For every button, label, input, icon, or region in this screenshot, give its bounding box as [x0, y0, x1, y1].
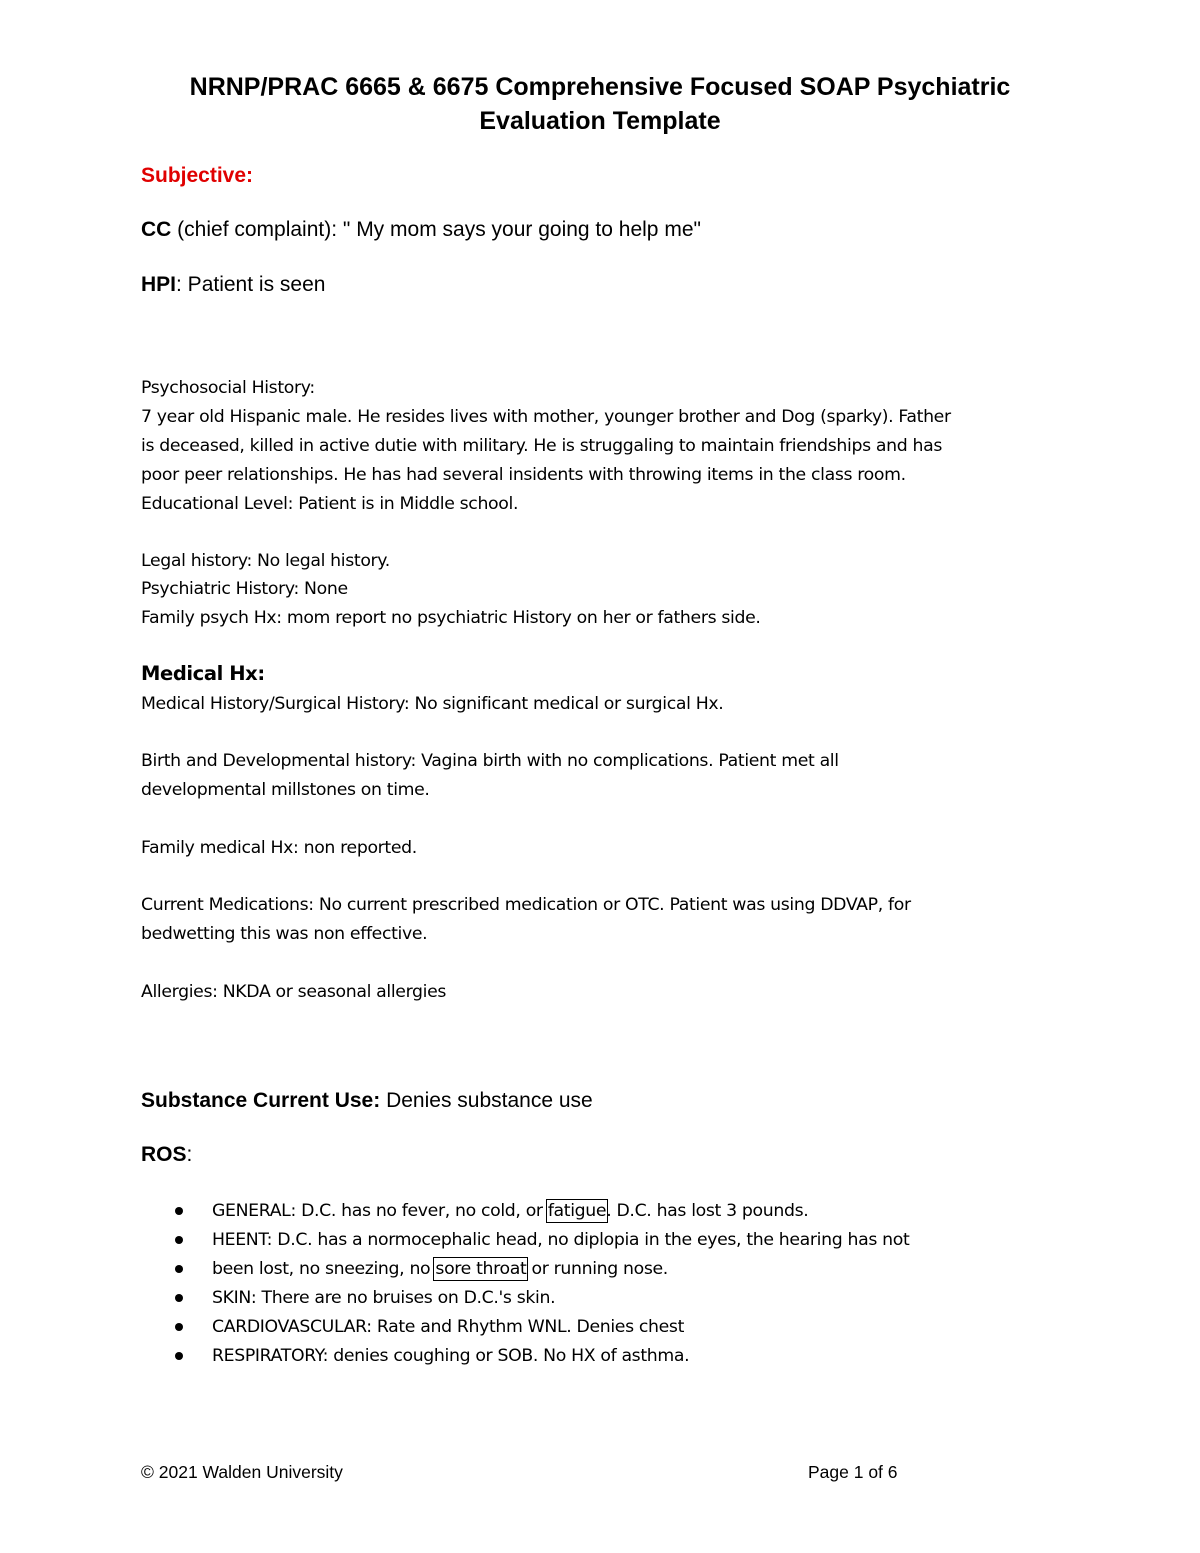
birth-developmental-line-1: Birth and Developmental history: Vagina birth with no complications. Patient met all — [141, 751, 839, 771]
ros-item-text: HEENT: D.C. has a normocephalic head, no diplopia in the eyes, the hearing has not — [212, 1230, 910, 1250]
hpi-text: : Patient is seen — [176, 273, 326, 296]
highlighted-word: fatigue — [547, 1201, 607, 1221]
substance-label: Substance Current Use: — [141, 1089, 381, 1112]
legal-history: Legal history: No legal history. — [141, 551, 390, 571]
ros-list — [172, 1198, 909, 1372]
ros-item-skin — [172, 1285, 909, 1314]
ros-heading — [141, 1142, 192, 1168]
psychosocial-line-2: is deceased, killed in active dutie with military. He is struggaling to maintain friendships and has — [141, 436, 942, 456]
hpi — [141, 272, 325, 298]
bullet-icon — [175, 1265, 183, 1273]
bullet-icon — [175, 1207, 183, 1215]
allergies: Allergies: NKDA or seasonal allergies — [141, 982, 447, 1002]
footer-copyright: © 2021 Walden University — [141, 1462, 343, 1482]
ros-item-heent — [172, 1227, 909, 1256]
educational-level: Educational Level: Patient is in Middle school. — [141, 494, 519, 514]
medical-hx-heading: Medical Hx: — [141, 662, 265, 685]
cc-label: CC — [141, 218, 172, 241]
ros-item-general — [172, 1198, 909, 1227]
psychosocial-line-3: poor peer relationships. He has had several insidents with throwing items in the class room. — [141, 465, 906, 485]
family-medical-history: Family medical Hx: non reported. — [141, 838, 417, 858]
substance-text: Denies substance use — [380, 1089, 593, 1112]
psychosocial-line-1: 7 year old Hispanic male. He resides lives with mother, younger brother and Dog (sparky). Father — [141, 407, 951, 427]
psychiatric-history: Psychiatric History: None — [141, 579, 348, 599]
bullet-icon — [175, 1236, 183, 1244]
medical-surgical-history: Medical History/Surgical History: No significant medical or surgical Hx. — [141, 694, 724, 714]
ros-colon: : — [186, 1143, 193, 1166]
title-line-1: NRNP/PRAC 6665 & 6675 Comprehensive Focused SOAP Psychiatric — [189, 73, 1011, 101]
subjective-heading: Subjective: — [141, 164, 254, 187]
ros-item-cardiovascular — [172, 1314, 909, 1343]
psychosocial-heading: Psychosocial History: — [141, 378, 315, 398]
ros-item-text: . D.C. has lost 3 pounds. — [606, 1201, 809, 1221]
ros-item-text: GENERAL: D.C. has no fever, no cold, or — [212, 1201, 548, 1221]
document-title — [100, 70, 1100, 138]
hpi-label: HPI — [141, 273, 177, 296]
ros-item-text: RESPIRATORY: denies coughing or SOB. No HX of asthma. — [212, 1346, 690, 1366]
ros-item-heent-cont — [172, 1256, 909, 1285]
cc-text: (chief complaint): " My mom says your going to help me" — [171, 218, 701, 241]
ros-label: ROS — [141, 1143, 187, 1166]
substance-current-use — [141, 1088, 593, 1114]
ros-item-text: CARDIOVASCULAR: Rate and Rhythm WNL. Denies chest — [212, 1317, 684, 1337]
current-medications-line-2: bedwetting this was non effective. — [141, 924, 428, 944]
ros-item-respiratory — [172, 1343, 909, 1372]
chief-complaint — [141, 217, 701, 243]
footer-page-number: Page 1 of 6 — [808, 1462, 898, 1482]
title-line-2: Evaluation Template — [479, 107, 721, 135]
bullet-icon — [175, 1294, 183, 1302]
ros-item-text: SKIN: There are no bruises on D.C.'s skin. — [212, 1288, 556, 1308]
bullet-icon — [175, 1323, 183, 1331]
bullet-icon — [175, 1352, 183, 1360]
ros-item-text: been lost, no sneezing, no — [212, 1259, 436, 1279]
highlighted-word: sore throat — [435, 1259, 527, 1279]
current-medications-line-1: Current Medications: No current prescribed medication or OTC. Patient was using DDVAP, for — [141, 895, 911, 915]
ros-item-text: or running nose. — [526, 1259, 668, 1279]
family-psych-history: Family psych Hx: mom report no psychiatric History on her or fathers side. — [141, 608, 761, 628]
birth-developmental-line-2: developmental millstones on time. — [141, 780, 430, 800]
